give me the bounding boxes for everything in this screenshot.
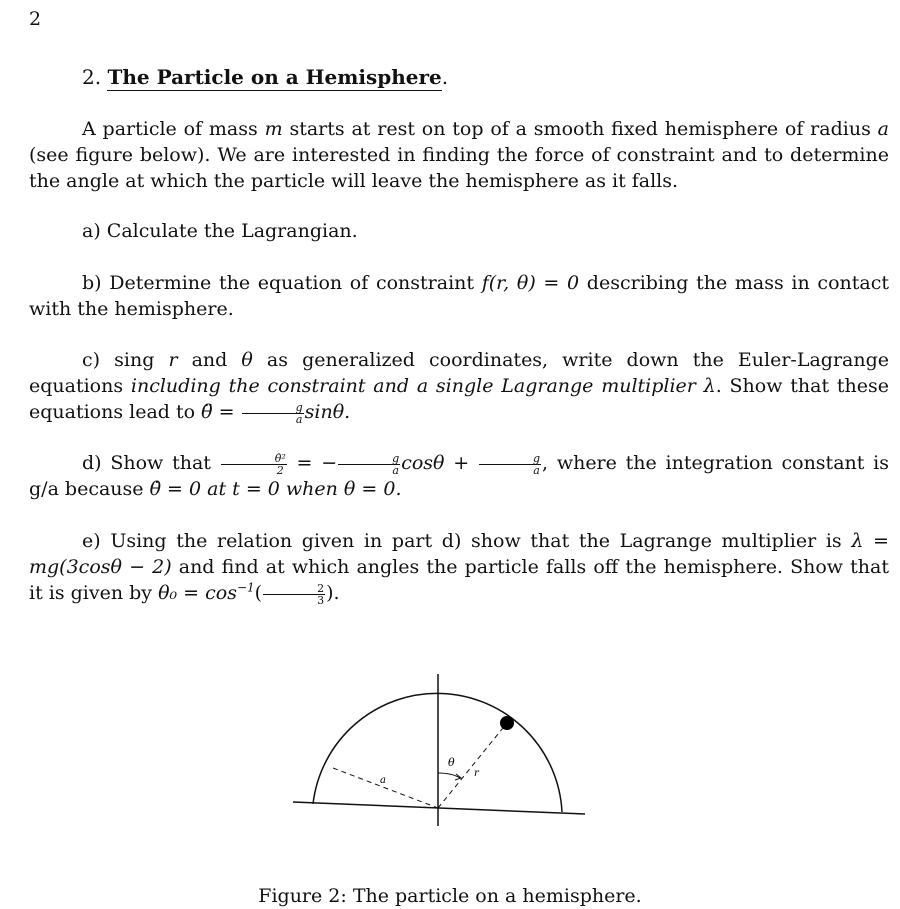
mass-symbol: m xyxy=(264,118,283,140)
close-paren: ). xyxy=(326,582,340,604)
radius-line-a xyxy=(333,768,438,808)
intro-paragraph xyxy=(29,116,889,194)
g-over-a-fraction: $\frac{g}{a}$ xyxy=(242,402,304,425)
part-d-text-2: = − xyxy=(287,452,338,474)
part-c-text-1: c) sing xyxy=(82,349,169,371)
part-b-text-1: b) Determine the equation of constraint xyxy=(82,272,482,294)
page-number: 2 xyxy=(29,8,42,30)
g-over-a-fraction-1: $\frac{g}{a}$ xyxy=(338,453,400,476)
part-d-text-3: , where the integration constant is g/a because xyxy=(29,452,889,500)
theta-label: θ xyxy=(448,756,455,769)
g-over-a-fraction-2: $\frac{g}{a}$ xyxy=(479,453,541,476)
ground-line xyxy=(293,802,585,814)
cos-theta: cosθ + xyxy=(401,452,478,474)
sin-theta: sinθ. xyxy=(304,401,351,423)
part-c-italic: including the constraint and a single Lagrange multiplier xyxy=(130,375,696,397)
hemisphere-figure xyxy=(0,660,900,860)
part-e xyxy=(29,528,889,606)
part-d-text-4: θ̇ = 0 at t = 0 when θ = 0. xyxy=(149,478,402,500)
part-b xyxy=(29,270,889,322)
part-e-text-1: e) Using the relation given in part d) show that the Lagrange multiplier is xyxy=(82,530,852,552)
part-e-text-2: and find at which angles the particle falls off the hemisphere. Show that it is given by xyxy=(29,556,890,604)
lambda-equation: λ = mg(3cosθ − 2) xyxy=(29,530,889,578)
intro-text-3: (see figure below). We are interested in finding the force of constraint and to determine the angle at which the particle will leave the hemisphere as it falls. xyxy=(29,144,889,192)
figure-caption: Figure 2: The particle on a hemisphere. xyxy=(258,885,642,907)
part-c-text-2: and xyxy=(177,349,242,371)
part-d xyxy=(29,450,889,502)
theta-symbol: θ xyxy=(241,349,253,371)
problem-title-period: . xyxy=(441,65,449,89)
part-a: a) Calculate the Lagrangian. xyxy=(82,220,358,242)
intro-text-2: starts at rest on top of a smooth fixed hemisphere of radius xyxy=(282,118,878,140)
problem-number: 2. xyxy=(82,65,102,89)
part-b-text-2: describing the mass in contact with the hemisphere. xyxy=(29,272,889,320)
angle-arc xyxy=(438,773,460,778)
a-label: a xyxy=(380,775,386,786)
r-label: r xyxy=(474,768,479,779)
part-c xyxy=(29,347,889,425)
theta-dot-squared-fraction: $\frac{\text{θ̇²}}{2}$ xyxy=(221,453,287,476)
particle xyxy=(500,716,514,730)
lambda-symbol: λ xyxy=(695,375,716,397)
open-paren: ( xyxy=(254,582,263,604)
constraint-equation: f(r, θ) = 0 xyxy=(481,272,580,294)
radius-symbol: a xyxy=(877,118,889,140)
intro-text-1: A particle of mass xyxy=(82,118,265,140)
part-c-text-4: . Show that these equations lead to xyxy=(29,375,889,423)
problem-title-text: The Particle on a Hemisphere xyxy=(107,65,442,89)
theta-zero-equation: θ₀ = cos xyxy=(158,582,237,604)
r-symbol: r xyxy=(168,349,178,371)
part-d-text-1: d) Show that xyxy=(82,452,220,474)
problem-title xyxy=(82,65,448,89)
theta-ddot-equation: θ̈ = xyxy=(201,401,241,423)
two-thirds-fraction: $\frac{2}{3}$ xyxy=(263,583,325,606)
inverse-exponent: −1 xyxy=(236,580,255,595)
part-c-text-3: as generalized coordinates, write down the Euler-Lagrange equations xyxy=(29,349,889,397)
